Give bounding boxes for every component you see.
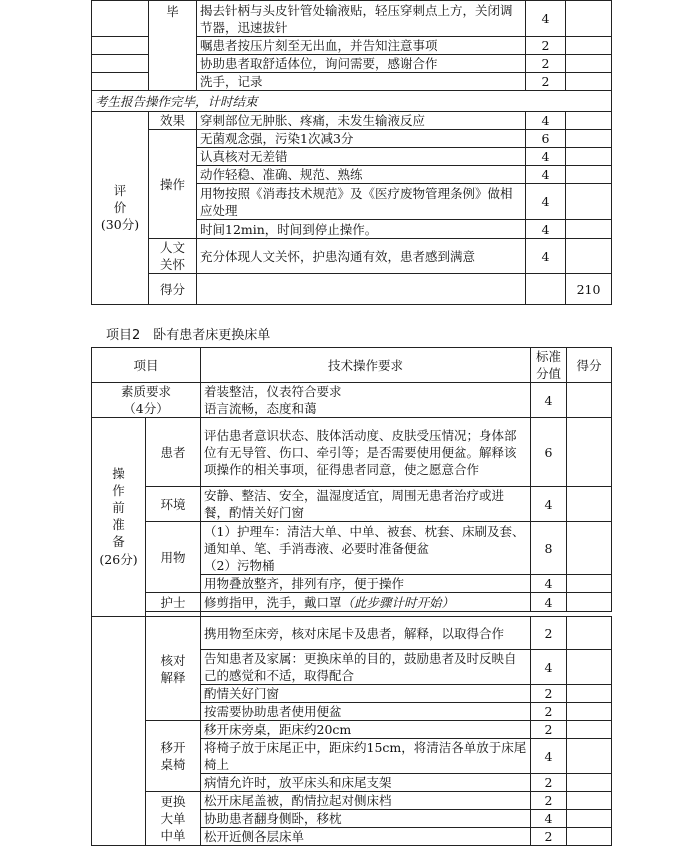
score-cell[interactable] — [566, 112, 612, 130]
requirement-text: 松开近侧各层床单 — [201, 828, 531, 846]
move-label-line: 移开 — [160, 740, 186, 755]
requirement-text — [201, 522, 531, 575]
standard-score: 6 — [526, 130, 566, 148]
supplies-label: 用物 — [146, 522, 201, 593]
table-row — [92, 593, 612, 612]
requirement-text: 将椅子放于床尾正中，距床约15cm，将清洁各单放于床尾椅上 — [201, 739, 531, 774]
requirement-text: 用物按照《消毒技术规范》及《医疗废物管理条例》做相应处理 — [197, 184, 526, 220]
requirement-text: 评估患者意识状态、肢体活动度、皮肤受压情况；身体部位有无导管、伤口、牵引等；是否需要使用便盆。解释该项操作的相关事项，征得患者同意，使之愿意合作 — [201, 418, 531, 487]
score-cell[interactable] — [566, 220, 612, 239]
score-cell[interactable] — [566, 1, 612, 37]
table-row — [92, 418, 612, 487]
score-cell[interactable] — [567, 575, 612, 593]
requirement-text: 协助患者翻身侧卧，移枕 — [201, 810, 531, 828]
requirement-text: 协助患者取舒适体位，询问需要，感谢合作 — [197, 55, 526, 73]
prep-char: 准 — [112, 516, 125, 532]
change-label-line: 中单 — [160, 828, 186, 843]
standard-score: 4 — [526, 184, 566, 220]
score-cell[interactable] — [567, 774, 612, 792]
header-item: 项目 — [92, 348, 201, 383]
blank-cell — [197, 274, 526, 305]
score-cell[interactable] — [566, 73, 612, 91]
score-cell[interactable] — [566, 148, 612, 166]
standard-score: 8 — [531, 522, 567, 575]
total-label: 得分 — [149, 274, 197, 305]
nurse-label: 护士 — [146, 593, 201, 612]
score-cell[interactable] — [567, 487, 612, 522]
requirement-text: 病情允许时，放平床头和床尾支架 — [201, 774, 531, 792]
blank-cell — [92, 1, 149, 37]
prep-char: 前 — [112, 500, 125, 516]
table-row — [92, 239, 612, 274]
score-cell[interactable] — [567, 721, 612, 739]
standard-score: 4 — [531, 650, 567, 685]
table-row — [92, 792, 612, 810]
standard-score: 4 — [531, 575, 567, 593]
header-standard-line: 标准 — [536, 349, 562, 364]
requirement-line: （1）护理车：清洁大单、中单、被套、枕套、床刷及套、通知单、笔、手消毒液、必要时准备便盆 — [204, 523, 525, 556]
eval-char: 价 — [113, 199, 127, 215]
score-cell[interactable] — [566, 55, 612, 73]
requirement-text: 揭去针柄与头皮针管处输液贴，轻压穿刺点上方，关闭调节器，迅速拔针 — [197, 1, 526, 37]
group-label: 毕 — [149, 1, 197, 91]
score-cell[interactable] — [567, 383, 612, 418]
patient-label: 患者 — [146, 418, 201, 487]
header-score: 得分 — [567, 348, 612, 383]
requirement-line: 修剪指甲，洗手，戴口罩 — [204, 594, 342, 610]
requirement-line: （2）污物桶 — [204, 557, 275, 573]
score-cell[interactable] — [567, 792, 612, 810]
eval-char: 评 — [113, 182, 127, 198]
standard-score: 6 — [531, 418, 567, 487]
section-caption: 项目2 卧有患者床更换床单 — [106, 328, 271, 343]
requirement-text: 认真核对无差错 — [197, 148, 526, 166]
requirement-text: 安静、整洁、安全，温湿度适宜，周围无患者治疗或进餐，酌情关好门窗 — [201, 487, 531, 522]
standard-score: 2 — [531, 792, 567, 810]
requirement-text: 携用物至床旁，核对床尾卡及患者，解释，以取得合作 — [201, 617, 531, 650]
end-note: 考生报告操作完毕，计时结束 — [92, 91, 612, 112]
table-row — [92, 1, 612, 37]
prep-char: 备 — [112, 533, 125, 549]
change-label-line: 大单 — [160, 811, 186, 826]
score-cell[interactable] — [567, 810, 612, 828]
table-row — [92, 721, 612, 739]
standard-score: 2 — [526, 55, 566, 73]
standard-score: 2 — [526, 73, 566, 91]
score-cell[interactable] — [567, 522, 612, 575]
header-standard — [531, 348, 567, 383]
bed-change-table — [91, 347, 612, 846]
score-cell[interactable] — [566, 184, 612, 220]
standard-score: 4 — [526, 148, 566, 166]
requirement-text: 告知患者及家属：更换床单的目的，鼓励患者及时反映自己的感觉和不适，取得配合 — [201, 650, 531, 685]
requirement-text: 时间12min，时间到停止操作。 — [197, 220, 526, 239]
score-cell[interactable] — [567, 685, 612, 703]
eval-points: (30分) — [100, 217, 140, 233]
requirement-text: 用物叠放整齐，排列有序，便于操作 — [201, 575, 531, 593]
requirement-text: 按需要协助患者使用便盆 — [201, 703, 531, 721]
standard-score: 4 — [531, 739, 567, 774]
standard-score: 2 — [531, 703, 567, 721]
table-header-row — [92, 348, 612, 383]
score-cell[interactable] — [566, 130, 612, 148]
standard-score: 2 — [531, 617, 567, 650]
standard-score: 4 — [531, 383, 567, 418]
total-score: 210 — [566, 274, 612, 305]
evaluation-table-part1 — [91, 0, 612, 305]
prep-char: 作 — [112, 483, 125, 499]
score-cell[interactable] — [566, 37, 612, 55]
score-cell[interactable] — [567, 703, 612, 721]
quality-points: （4分） — [123, 401, 169, 416]
standard-score: 2 — [531, 828, 567, 846]
standard-score: 2 — [531, 774, 567, 792]
verify-label-line: 核对 — [160, 652, 186, 668]
header-standard-line: 分值 — [536, 366, 562, 381]
procedure-label — [92, 617, 146, 846]
score-cell[interactable] — [566, 239, 612, 274]
quality-label-text: 素质要求 — [121, 384, 172, 399]
change-label-line: 更换 — [160, 794, 186, 809]
table-row — [92, 112, 612, 130]
standard-score: 2 — [531, 721, 567, 739]
requirement-text — [201, 383, 531, 418]
quality-label — [92, 383, 201, 418]
score-cell[interactable] — [567, 650, 612, 685]
operation-label: 操作 — [149, 130, 197, 239]
standard-score: 4 — [526, 239, 566, 274]
standard-score: 4 — [531, 593, 567, 612]
eval-label — [92, 112, 149, 305]
requirement-text: 动作轻稳、准确、规范、熟练 — [197, 166, 526, 184]
blank-cell — [92, 37, 149, 55]
prep-char: 操 — [112, 466, 125, 482]
blank-cell — [92, 73, 149, 91]
timing-note: （此步骤计时开始） — [341, 594, 455, 610]
score-cell[interactable] — [567, 593, 612, 612]
standard-score: 4 — [531, 810, 567, 828]
move-label — [146, 721, 201, 792]
standard-score: 2 — [526, 37, 566, 55]
humanistic-label-line: 关怀 — [159, 257, 185, 272]
change-label — [146, 792, 201, 846]
score-cell[interactable] — [567, 739, 612, 774]
effect-label: 效果 — [149, 112, 197, 130]
humanistic-label-line: 人文 — [159, 240, 185, 255]
verify-label — [146, 617, 201, 721]
requirement-text: 充分体现人文关怀，护患沟通有效，患者感到满意 — [197, 239, 526, 274]
requirement-line: 着装整洁，仪表符合要求 — [204, 384, 342, 399]
table-row — [92, 130, 612, 148]
environment-label: 环境 — [146, 487, 201, 522]
score-cell[interactable] — [566, 166, 612, 184]
requirement-text: 嘱患者按压片刻至无出血，并告知注意事项 — [197, 37, 526, 55]
table-row — [92, 274, 612, 305]
blank-cell — [92, 55, 149, 73]
standard-score: 4 — [531, 487, 567, 522]
requirement-text: 无菌观念强，污染1次减3分 — [197, 130, 526, 148]
prep-points: (26分) — [99, 551, 138, 567]
table-row — [92, 617, 612, 650]
prep-label — [92, 418, 146, 617]
requirement-line: 语言流畅，态度和蔼 — [204, 401, 317, 416]
standard-score: 4 — [526, 112, 566, 130]
requirement-text: 洗手，记录 — [197, 73, 526, 91]
table-row — [92, 522, 612, 575]
humanistic-label — [149, 239, 197, 274]
score-cell[interactable] — [567, 418, 612, 487]
table-row — [92, 91, 612, 112]
verify-label-line: 解释 — [160, 669, 186, 685]
score-cell[interactable] — [567, 617, 612, 650]
standard-score: 4 — [526, 166, 566, 184]
requirement-text — [201, 593, 531, 612]
standard-score: 4 — [526, 1, 566, 37]
requirement-text: 移开床旁桌，距床约20cm — [201, 721, 531, 739]
header-requirement: 技术操作要求 — [201, 348, 531, 383]
standard-score: 2 — [531, 685, 567, 703]
score-cell[interactable] — [567, 828, 612, 846]
blank-cell — [526, 274, 566, 305]
requirement-text: 酌情关好门窗 — [201, 685, 531, 703]
requirement-text: 松开床尾盖被，酌情拉起对侧床档 — [201, 792, 531, 810]
standard-score: 4 — [526, 220, 566, 239]
table-row — [92, 383, 612, 418]
table-row — [92, 487, 612, 522]
move-label-line: 桌椅 — [160, 757, 186, 772]
requirement-text: 穿刺部位无肿胀、疼痛，未发生输液反应 — [197, 112, 526, 130]
